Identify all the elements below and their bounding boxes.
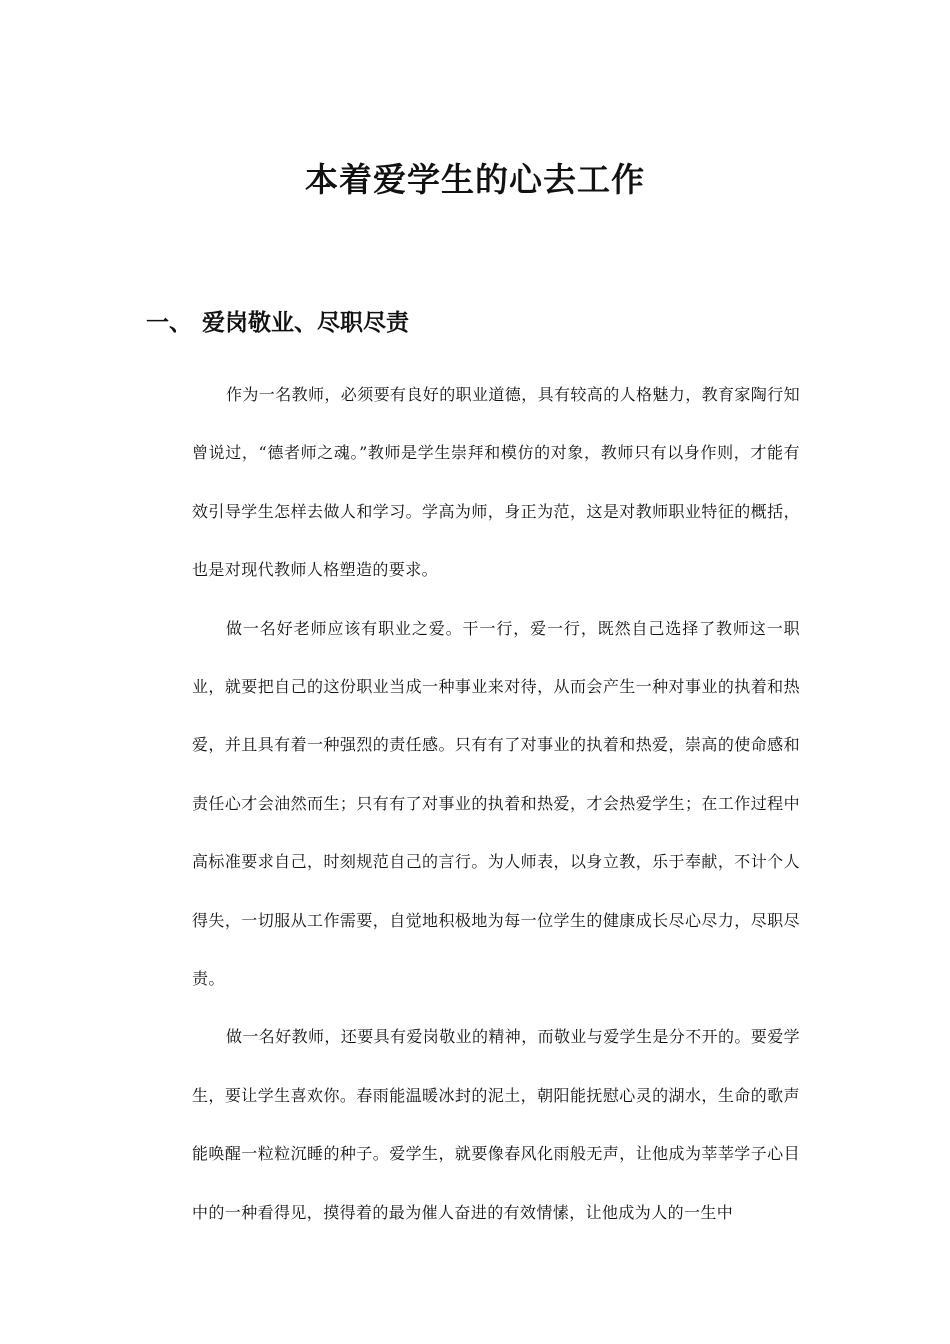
section-heading-text: 爱岗敬业、尽职尽责 bbox=[202, 309, 409, 336]
section-heading bbox=[146, 306, 409, 340]
paragraph-2: 做一名好老师应该有职业之爱。干一行，爱一行，既然自己选择了教师这一职业，就要把自己的这份职业当成一种事业来对待，从而会产生一种对事业的执着和热爱，并且具有着一种强烈的责任感。只有有了对事业的执着和热爱，崇高的使命感和责任心才会油然而生；只有有了对事业的执着和热爱，才会热爱学生；在工作过程中高标准要求自己，时刻规范自己的言行。为人师表，以身立教，乐于奉献，不计个人得失，一切服从工作需要，自觉地积极地为每一位学生的健康成长尽心尽力，尽职尽责。 bbox=[192, 618, 800, 989]
paragraph-3: 做一名好教师，还要具有爱岗敬业的精神，而敬业与爱学生是分不开的。要爱学生，要让学生喜欢你。春雨能温暖冰封的泥土，朝阳能抚慰心灵的湖水，生命的歌声能唤醒一粒粒沉睡的种子。爱学生，就要像春风化雨般无声，让他成为莘莘学子心目中的一种看得见，摸得着的最为催人奋进的有效情愫，让他成为人的一生中 bbox=[192, 1027, 801, 1222]
section-body bbox=[192, 366, 800, 1242]
paragraph-1: 作为一名教师，必须要有良好的职业道德，具有较高的人格魅力，教育家陶行知曾说过，“德者师之魂。”教师是学生崇拜和模仿的对象，教师只有以身作则，才能有效引导学生怎样去做人和学习。学高为师，身正为范，这是对教师职业特征的概括，也是对现代教师人格塑造的要求。 bbox=[192, 385, 801, 580]
document-title: 本着爱学生的心去工作 bbox=[305, 160, 645, 199]
section-number: 一、 bbox=[146, 309, 192, 336]
